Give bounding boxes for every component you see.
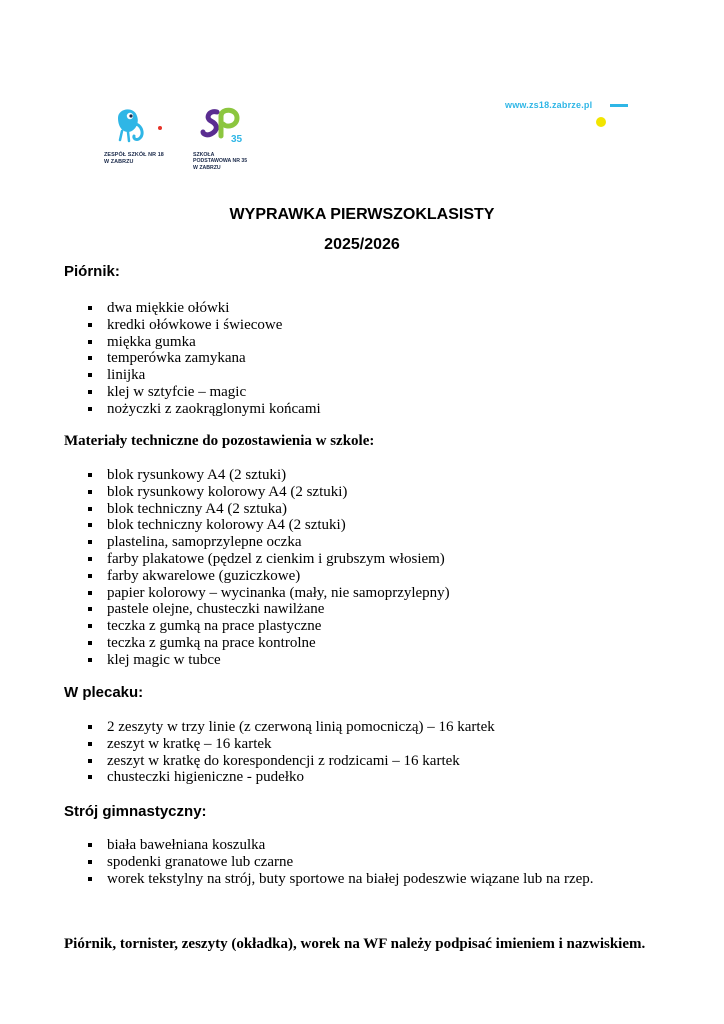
list-item-text: 2 zeszyty w trzy linie (z czerwoną linią pomocniczą) – 16 kartek <box>107 719 495 735</box>
section-heading-materialy: Materiały techniczne do pozostawienia w szkole: <box>64 433 375 449</box>
list-item <box>0 568 450 585</box>
list-item <box>0 384 321 401</box>
list-item-text: klej w sztyfcie – magic <box>107 383 247 400</box>
list-item <box>0 401 321 418</box>
list-item-text: nożyczki z zaokrąglonymi końcami <box>107 400 321 417</box>
list-item-text: spodenki granatowe lub czarne <box>107 853 294 870</box>
square-bullet-icon <box>88 624 92 628</box>
list-item-text: chusteczki higieniczne - pudełko <box>107 769 305 786</box>
list-item-text: dwa miękkie ołówki <box>107 300 230 316</box>
square-bullet-icon <box>88 860 92 864</box>
square-bullet-icon <box>88 407 92 411</box>
list-item <box>0 837 594 854</box>
list-item <box>0 635 450 652</box>
primary-school-logo <box>193 104 273 180</box>
section-heading-stroj: Strój gimnastyczny: <box>64 803 207 820</box>
square-bullet-icon <box>88 557 92 561</box>
list-item <box>0 769 495 786</box>
logo-caption-line: W ZABRZU <box>193 164 221 171</box>
list-item-text: plastelina, samoprzylepne oczka <box>107 534 302 551</box>
school-year: 2025/2026 <box>324 236 400 253</box>
square-bullet-icon <box>88 507 92 511</box>
piornik-list <box>0 300 321 418</box>
logo-caption-line: W ZABRZU <box>104 159 134 165</box>
square-bullet-icon <box>88 540 92 544</box>
footer-note: Piórnik, tornister, zeszyty (okładka), worek na WF należy podpisać imieniem i nazwiskiem. <box>64 936 646 952</box>
decorative-dot <box>596 117 606 127</box>
square-bullet-icon <box>88 759 92 763</box>
list-item <box>0 585 450 602</box>
section-heading-plecak: W plecaku: <box>64 684 144 701</box>
list-item-text: temperówka zamykana <box>107 350 246 367</box>
list-item <box>0 871 594 888</box>
list-item-text: papier kolorowy – wycinanka (mały, nie samoprzylepny) <box>107 584 450 601</box>
list-item <box>0 601 450 618</box>
list-item-text: farby akwarelowe (guziczkowe) <box>107 567 301 584</box>
plecak-list <box>0 719 495 786</box>
list-item-text: linijka <box>107 367 146 384</box>
materialy-list <box>0 467 450 669</box>
list-item <box>0 736 495 753</box>
square-bullet-icon <box>88 356 92 360</box>
list-item-text: pastele olejne, chusteczki nawilżane <box>107 601 325 618</box>
list-item-text: blok techniczny kolorowy A4 (2 sztuki) <box>107 517 346 534</box>
list-item <box>0 334 321 351</box>
square-bullet-icon <box>88 877 92 881</box>
list-item-text: blok rysunkowy A4 (2 sztuki) <box>107 467 287 483</box>
square-bullet-icon <box>88 574 92 578</box>
square-bullet-icon <box>88 340 92 344</box>
school-complex-logo <box>104 104 184 180</box>
logo-caption-line: ZESPÓŁ SZKÓŁ NR 18 <box>104 152 164 158</box>
square-bullet-icon <box>88 306 92 310</box>
list-item <box>0 551 450 568</box>
list-item <box>0 517 450 534</box>
list-item-text: klej magic w tubce <box>107 651 221 668</box>
list-item <box>0 467 450 484</box>
square-bullet-icon <box>88 607 92 611</box>
square-bullet-icon <box>88 373 92 377</box>
list-item <box>0 753 495 770</box>
list-item-text: teczka z gumką na prace kontrolne <box>107 634 316 651</box>
list-item-text: farby plakatowe (pędzel z cienkim i grubszym włosiem) <box>107 550 445 567</box>
square-bullet-icon <box>88 591 92 595</box>
list-item-text: worek tekstylny na strój, buty sportowe na białej podeszwie wiązane lub na rzep. <box>107 870 594 887</box>
chameleon-mascot-icon <box>104 104 184 152</box>
list-item-text: blok rysunkowy kolorowy A4 (2 sztuki) <box>107 483 348 500</box>
square-bullet-icon <box>88 775 92 779</box>
list-item-text: zeszyt w kratkę – 16 kartek <box>107 735 272 752</box>
logo-caption <box>104 152 164 166</box>
list-item-text: kredki ołówkowe i świecowe <box>107 316 283 333</box>
stroj-list <box>0 837 594 887</box>
square-bullet-icon <box>88 490 92 494</box>
list-item-text: blok techniczny A4 (2 sztuka) <box>107 500 287 517</box>
list-item-text: teczka z gumką na prace plastyczne <box>107 618 322 635</box>
list-item <box>0 534 450 551</box>
square-bullet-icon <box>88 390 92 394</box>
square-bullet-icon <box>88 323 92 327</box>
square-bullet-icon <box>88 658 92 662</box>
logo-caption-line: SZKOŁA <box>193 152 215 158</box>
section-heading-piornik: Piórnik: <box>64 263 120 280</box>
square-bullet-icon <box>88 725 92 729</box>
logo-caption <box>193 152 247 171</box>
list-item-text: biała bawełniana koszulka <box>107 837 266 853</box>
list-item <box>0 501 450 518</box>
square-bullet-icon <box>88 473 92 477</box>
list-item <box>0 367 321 384</box>
list-item <box>0 317 321 334</box>
list-item <box>0 300 321 317</box>
logo-number: 35 <box>231 134 243 145</box>
logo-caption-line: PODSTAWOWA NR 35 <box>193 158 248 165</box>
list-item-text: miękka gumka <box>107 333 196 350</box>
list-item <box>0 652 450 669</box>
page-title: WYPRAWKA PIERWSZOKLASISTY <box>229 206 495 223</box>
list-item <box>0 719 495 736</box>
decorative-bar <box>610 104 628 107</box>
square-bullet-icon <box>88 742 92 746</box>
list-item-text: zeszyt w kratkę do korespondencji z rodzicami – 16 kartek <box>107 752 460 769</box>
square-bullet-icon <box>88 523 92 527</box>
list-item <box>0 484 450 501</box>
list-item <box>0 854 594 871</box>
square-bullet-icon <box>88 843 92 847</box>
square-bullet-icon <box>88 641 92 645</box>
list-item <box>0 618 450 635</box>
list-item <box>0 350 321 367</box>
website-link[interactable]: www.zs18.zabrze.pl <box>505 100 593 110</box>
sp-monogram-icon <box>193 104 273 152</box>
